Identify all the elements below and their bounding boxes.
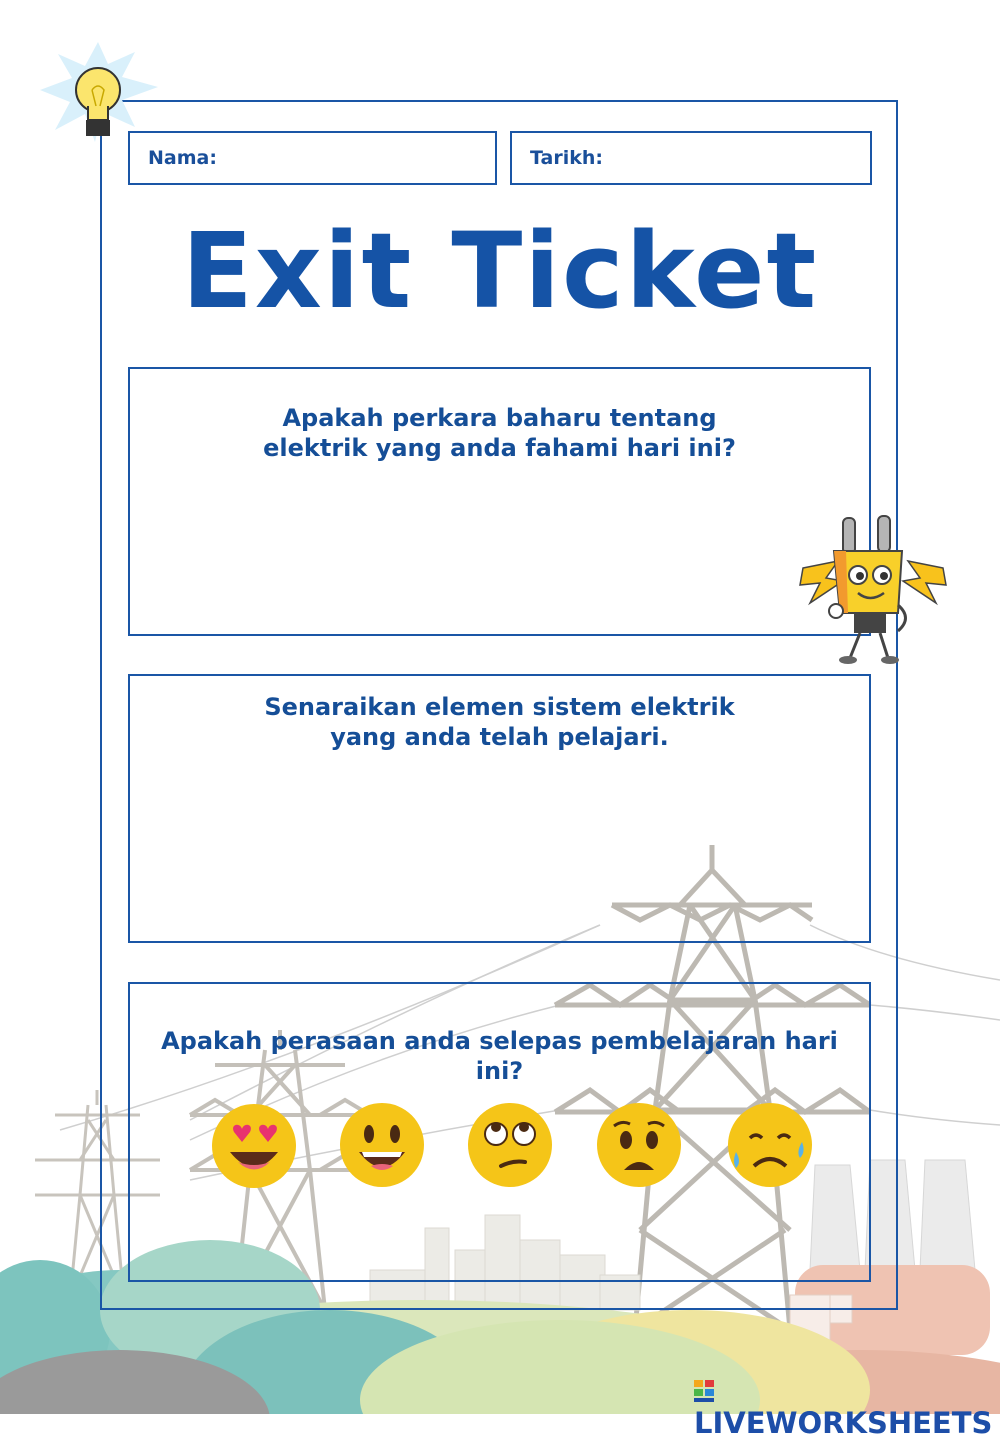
answer-box-2[interactable]: [128, 674, 871, 943]
page-title: Exit Ticket: [181, 210, 819, 332]
name-label: Nama:: [148, 147, 217, 169]
question-3-text: Apakah perasaan anda selepas pembelajaran hari ini?: [161, 1027, 838, 1085]
answer-box-1[interactable]: [128, 367, 871, 636]
question-1-text: Apakah perkara baharu tentang elektrik yang anda fahami hari ini?: [263, 404, 736, 462]
brand-logo: [694, 1372, 1000, 1440]
brand-mark-icon: [694, 1378, 714, 1404]
heart-eyes-emoji-icon[interactable]: [210, 1102, 298, 1190]
brand-text: LIVEWORKSHEETS: [694, 1406, 993, 1440]
crying-emoji-icon[interactable]: [724, 1102, 812, 1190]
plug-mascot-icon: [798, 513, 948, 668]
smiling-emoji-icon[interactable]: [339, 1102, 425, 1188]
name-field[interactable]: [128, 131, 497, 185]
date-field[interactable]: [510, 131, 872, 185]
eye-roll-emoji-icon[interactable]: [467, 1102, 553, 1188]
worried-emoji-icon[interactable]: [596, 1102, 682, 1188]
question-2-text: Senaraikan elemen sistem elektrik yang anda telah pelajari.: [264, 693, 735, 751]
date-label: Tarikh:: [530, 147, 603, 169]
